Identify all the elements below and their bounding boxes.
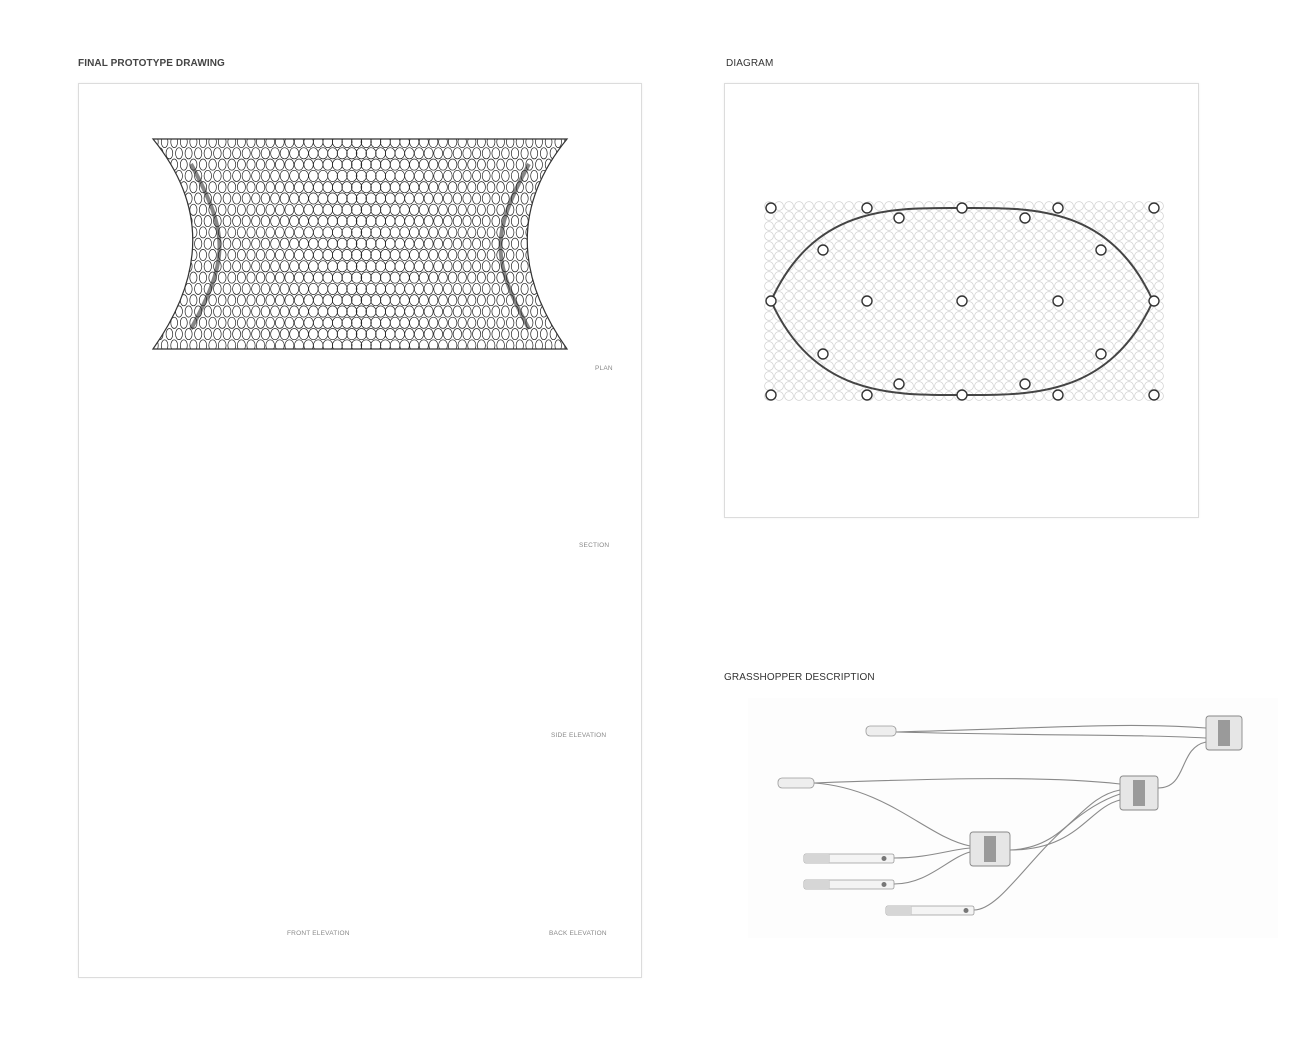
gh-param-panel-top (866, 726, 896, 736)
diagram-heading: DIAGRAM (726, 58, 774, 69)
grasshopper-heading: GRASSHOPPER DESCRIPTION (724, 672, 875, 683)
side-elevation-caption: SIDE ELEVATION (551, 732, 607, 739)
gh-component-right[interactable] (1206, 716, 1242, 750)
plan-caption: PLAN (595, 365, 613, 372)
diagram-panel (724, 83, 1199, 518)
gh-slider-1[interactable] (804, 854, 894, 863)
back-elevation-caption: BACK ELEVATION (549, 930, 607, 937)
gh-component-center[interactable] (970, 832, 1010, 866)
grasshopper-definition-svg (748, 698, 1278, 938)
prototype-drawings-svg (79, 84, 643, 979)
final-prototype-heading: FINAL PROTOTYPE DRAWING (78, 58, 225, 69)
gh-component-mid[interactable] (1120, 776, 1158, 810)
plan-drawing (152, 136, 576, 351)
gh-param-panel-left (778, 778, 814, 788)
section-caption: SECTION (579, 542, 610, 549)
front-elevation-caption: FRONT ELEVATION (287, 930, 350, 937)
gh-slider-2[interactable] (804, 880, 894, 889)
gh-slider-3[interactable] (886, 906, 974, 915)
diagram-svg (725, 84, 1200, 519)
grasshopper-canvas (748, 698, 1278, 938)
prototype-drawing-sheet (78, 83, 642, 978)
